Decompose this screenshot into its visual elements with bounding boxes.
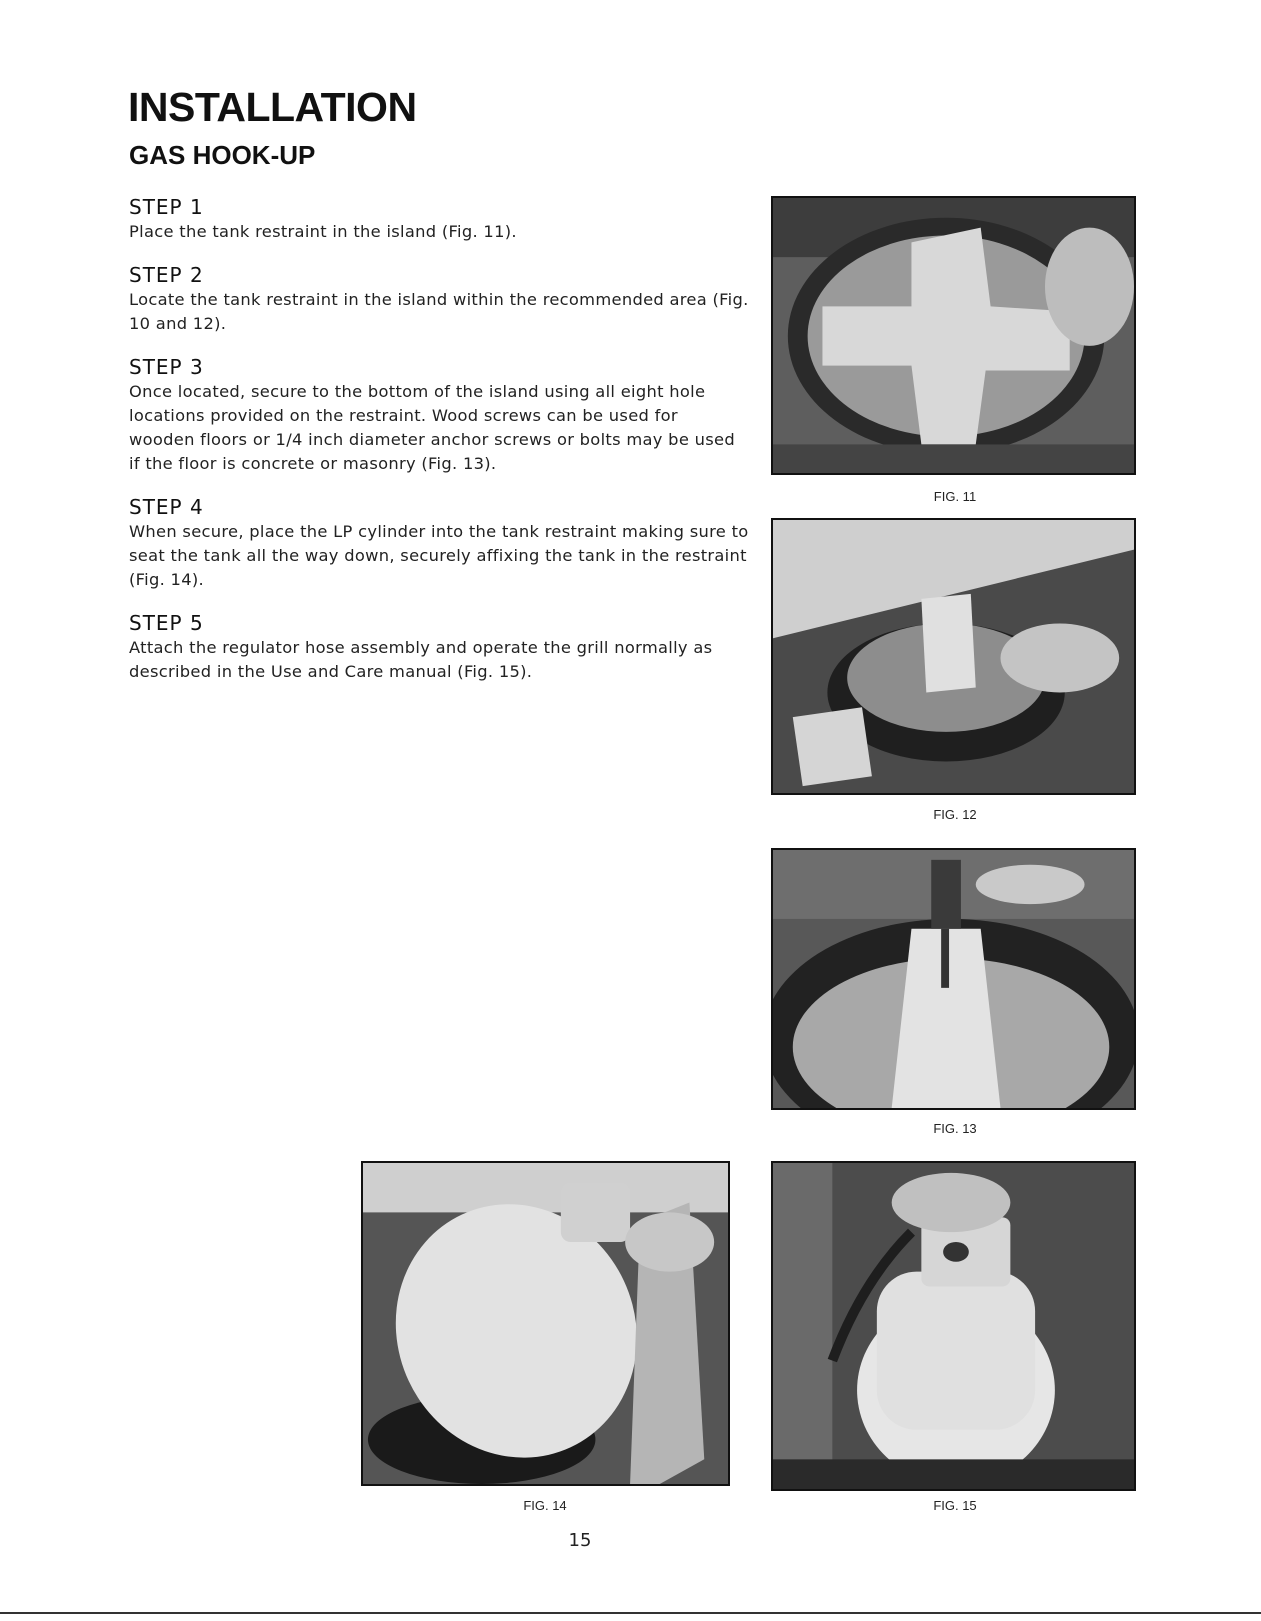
step-heading: STEP 3 [129,355,204,379]
fig-12-photo [771,518,1136,795]
step-text: When secure, place the LP cylinder into the tank restraint making sure to seat the tank all the way down, securely affixing the tank in the restraint (Fig. 14). [129,522,749,589]
step-text: Attach the regulator hose assembly and operate the grill normally as described in the Use and Care manual (Fig. 15). [129,638,713,681]
fig-13-photo [771,848,1136,1110]
step-text: Place the tank restraint in the island (Fig. 11). [129,222,517,241]
fig-13-caption: FIG. 13 [933,1121,977,1136]
page-number: 15 [568,1530,592,1551]
fig-14-caption: FIG. 14 [523,1498,567,1513]
fig-11-photo [771,196,1136,475]
step-heading: STEP 4 [129,495,204,519]
fig-11-caption: FIG. 11 [933,489,977,504]
fig-12-caption: FIG. 12 [933,807,977,822]
step-5 [129,610,749,684]
step-heading: STEP 1 [129,195,204,219]
page-title: INSTALLATION [128,84,417,130]
fig-15-caption: FIG. 15 [933,1498,977,1513]
step-text: Locate the tank restraint in the island within the recommended area (Fig. 10 and 12). [129,290,749,333]
section-title: GAS HOOK-UP [129,140,316,170]
step-heading: STEP 2 [129,263,204,287]
bottom-rule [0,1612,1261,1614]
fig-15-photo [771,1161,1136,1491]
step-text: Once located, secure to the bottom of the island using all eight hole locations provided on the restraint. Wood screws can be used for wooden floors or 1/4 inch diameter anchor screws or bolts may be used if the floor is concrete or masonry (Fig. 13). [129,382,735,473]
step-3 [129,354,749,476]
fig-14-photo [361,1161,730,1486]
step-2 [129,262,749,336]
step-heading: STEP 5 [129,611,204,635]
step-4 [129,494,749,592]
step-1 [129,194,749,244]
steps-list [129,194,749,702]
